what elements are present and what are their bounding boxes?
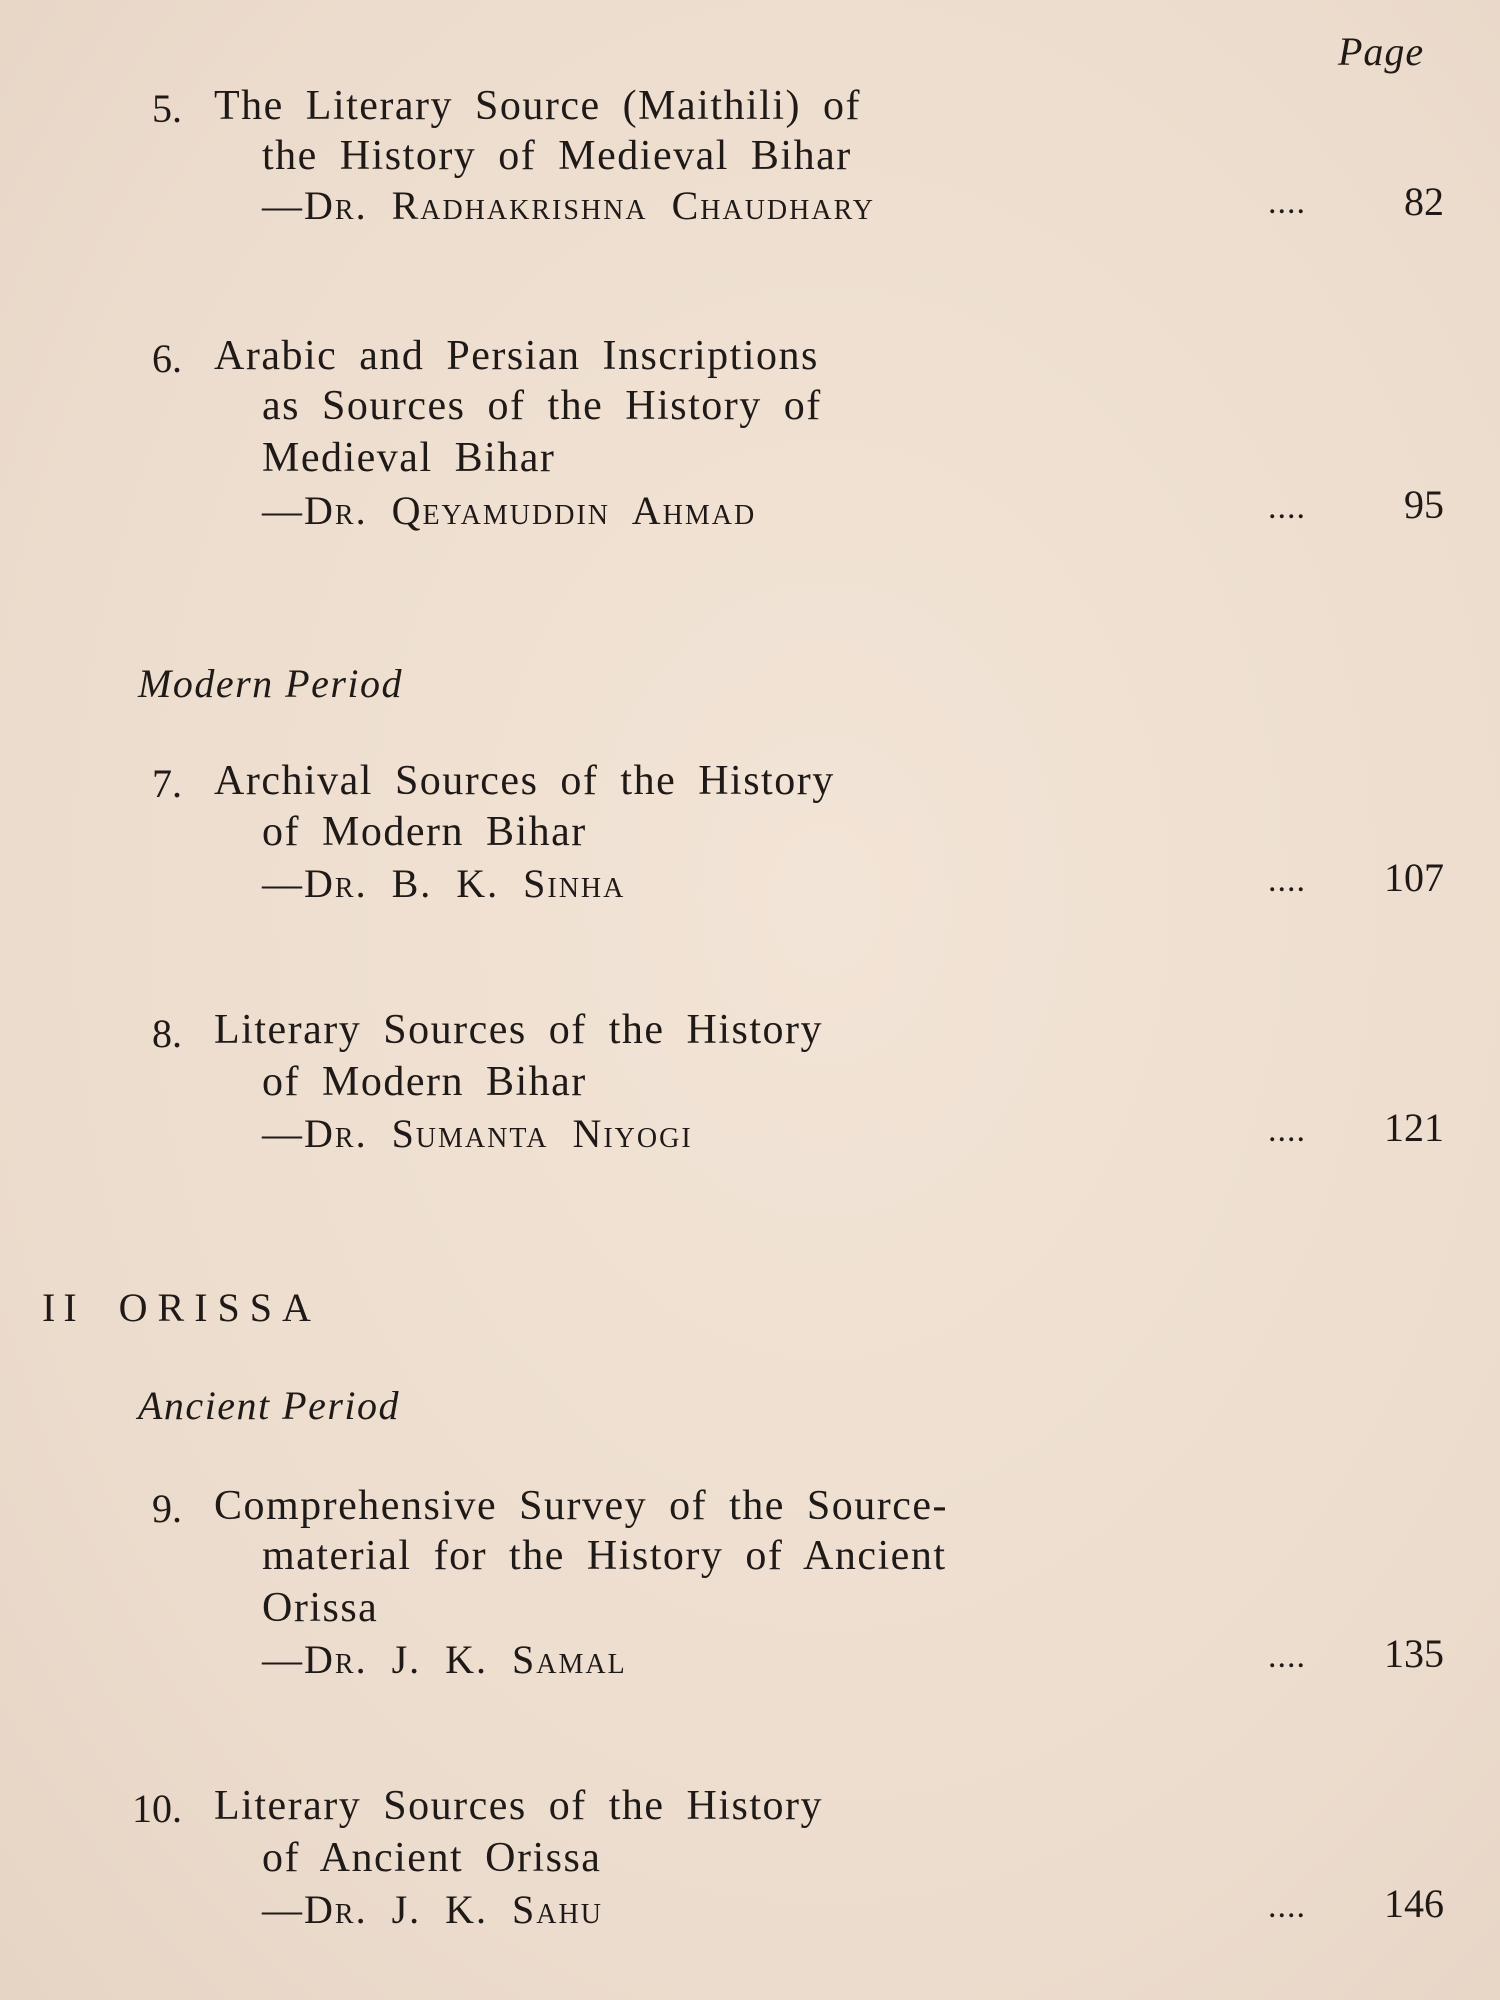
dot-leader: .... [1268,1112,1306,1149]
period-heading-modern: Modern Period [138,661,404,706]
entry-number: 7. [152,761,182,806]
entry-title-line: of Ancient Orissa [262,1835,602,1881]
dot-leader: .... [1268,1638,1306,1675]
entry-title-line: Comprehensive Survey of the Source- [214,1483,949,1529]
entry-number: 9. [152,1486,182,1531]
entry-title-line: Arabic and Persian Inscriptions [214,333,819,379]
dot-leader: .... [1268,184,1306,221]
entry-author: —Dr. Qeyamuddin Ahmad [262,488,757,533]
entry-title-line: of Modern Bihar [262,809,587,855]
entry-title-line: The Literary Source (Maithili) of [214,83,861,129]
entry-page-number: 146 [1384,1881,1444,1926]
entry-title-line: Orissa [262,1585,379,1631]
entry-author: —Dr. Sumanta Niyogi [262,1111,693,1156]
entry-title-line: Medieval Bihar [262,435,556,481]
dot-leader: .... [1268,489,1306,526]
entry-author: —Dr. J. K. Sahu [262,1887,603,1932]
entry-author: —Dr. Radhakrishna Chaudhary [262,183,875,228]
entry-number: 6. [152,336,182,381]
entry-title-line: Literary Sources of the History [214,1783,824,1829]
period-heading-ancient: Ancient Period [138,1383,401,1428]
page-column-header: Page [1338,29,1425,74]
entry-title-line: Literary Sources of the History [214,1007,824,1053]
entry-author: —Dr. B. K. Sinha [262,861,626,906]
entry-title-line: of Modern Bihar [262,1059,587,1105]
entry-number: 10. [132,1786,182,1831]
section-name: ORISSA [118,1285,321,1330]
section-numeral: II [42,1285,85,1330]
dot-leader: .... [1268,862,1306,899]
entry-page-number: 135 [1384,1631,1444,1676]
entry-author: —Dr. J. K. Samal [262,1637,627,1682]
entry-page-number: 107 [1384,855,1444,900]
entry-number: 5. [152,86,182,131]
entry-title-line: material for the History of Ancient [262,1533,947,1579]
section-heading-orissa [42,1284,321,1331]
entry-title-line: as Sources of the History of [262,383,822,429]
entry-number: 8. [152,1011,182,1056]
entry-title-line: the History of Medieval Bihar [262,133,852,179]
entry-title-line: Archival Sources of the History [214,758,835,804]
entry-page-number: 82 [1404,179,1444,224]
entry-page-number: 121 [1384,1105,1444,1150]
dot-leader: .... [1268,1888,1306,1925]
entry-page-number: 95 [1404,482,1444,527]
